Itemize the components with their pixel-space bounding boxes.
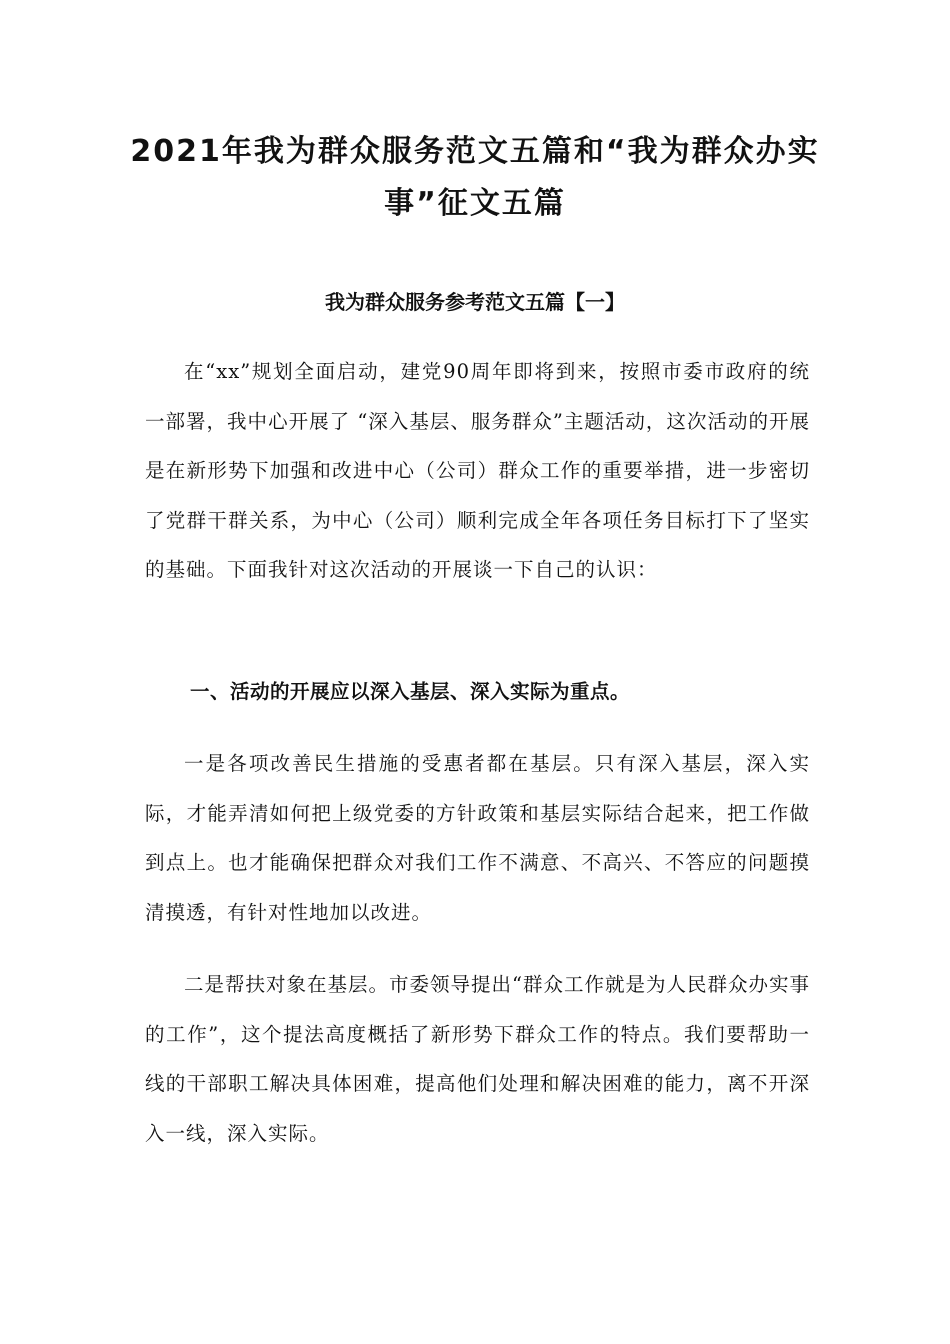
section-heading: 我为群众服务参考范文五篇【一】	[325, 290, 625, 314]
paragraph-intro: 在“xx”规划全面启动，建党90周年即将到来，按照市委市政府的统一部署，我中心开展了 “深入基层、服务群众”主题活动，这次活动的开展是在新形势下加强和改进中心（公司）群众工作的重要举措，进一步密切了党群干群关系，为中心（公司）顺利完成全年各项任务目标打下了坚实的基础。下面我针对这次活动的开展谈一下自己的认识：	[145, 360, 810, 581]
document-title: 2021年我为群众服务范文五篇和“我为群众办实事”征文五篇	[130, 134, 820, 221]
sub-heading-one: 一、活动的开展应以深入基层、深入实际为重点。	[190, 680, 631, 703]
paragraph-point-two: 二是帮扶对象在基层。市委领导提出“群众工作就是为人民群众办实事的工作”，这个提法高度概括了新形势下群众工作的特点。我们要帮助一线的干部职工解决具体困难，提高他们处理和解决困难的能力，离不开深入一线，深入实际。	[145, 973, 810, 1145]
paragraph-point-one: 一是各项改善民生措施的受惠者都在基层。只有深入基层，深入实际，才能弄清如何把上级党委的方针政策和基层实际结合起来，把工作做到点上。也才能确保把群众对我们工作不满意、不高兴、不答应的问题摸清摸透，有针对性地加以改进。	[145, 752, 810, 924]
